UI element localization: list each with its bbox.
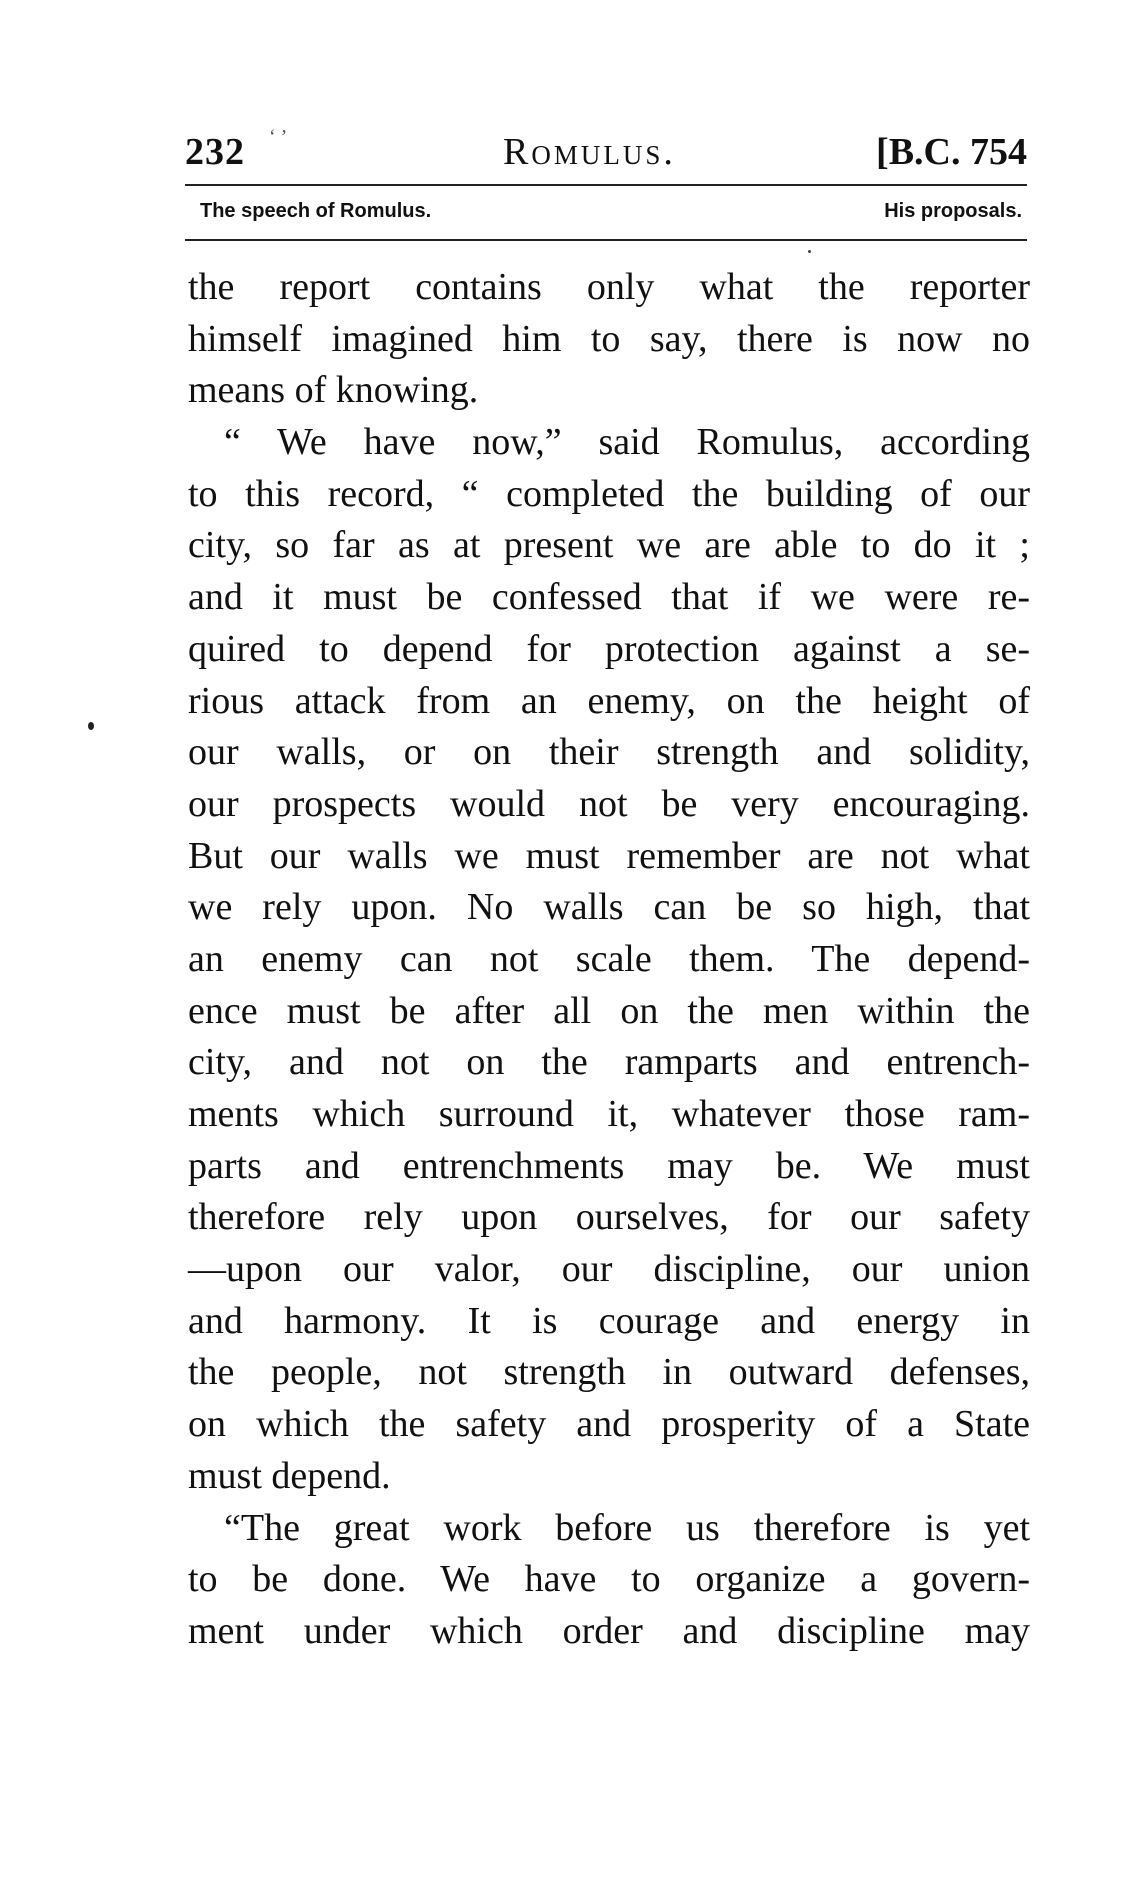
text-line: “The great work before us therefore is yet xyxy=(224,1506,1030,1549)
text-line: —upon our valor, our discipline, our union xyxy=(188,1248,1030,1291)
header-rule-bottom xyxy=(185,239,1027,241)
text-line: to be done. We have to organize a govern- xyxy=(188,1558,1030,1601)
text-line: city, so far as at present we are able to do it ; xyxy=(188,524,1030,567)
running-date: [B.C. 754 xyxy=(876,131,1027,173)
text-line: parts and entrenchments may be. We must xyxy=(188,1144,1030,1187)
text-line: ment under which order and discipline may xyxy=(188,1609,1030,1652)
text-line: and it must be confessed that if we were re- xyxy=(188,576,1030,619)
text-line: we rely upon. No walls can be so high, that xyxy=(188,886,1030,929)
text-line: the report contains only what the reporter xyxy=(188,266,1030,308)
text-line: rious attack from an enemy, on the height of xyxy=(188,679,1030,722)
margin-mark xyxy=(88,722,94,730)
running-title: Romulus. xyxy=(503,131,676,173)
side-note-right: His proposals. xyxy=(884,200,1022,222)
text-line: to this record, “ completed the building of our xyxy=(188,472,1030,515)
text-line: an enemy can not scale them. The depend- xyxy=(188,937,1030,980)
text-line: But our walls we must remember are not what xyxy=(188,834,1030,877)
text-line: quired to depend for protection against a se- xyxy=(188,627,1030,670)
text-line: our walls, or on their strength and solidity, xyxy=(188,731,1030,774)
text-line: himself imagined him to say, there is now no xyxy=(188,317,1030,360)
header-rule-top xyxy=(185,184,1027,186)
text-line: and harmony. It is courage and energy in xyxy=(188,1299,1030,1342)
print-mark: ‘ ’ xyxy=(269,126,288,148)
text-line: our prospects would not be very encouraging. xyxy=(188,782,1030,825)
side-note-left: The speech of Romulus. xyxy=(200,200,432,222)
side-notes xyxy=(200,196,1022,230)
text-line: “ We have now,” said Romulus, according xyxy=(224,421,1030,464)
text-line: city, and not on the ramparts and entrench- xyxy=(188,1041,1030,1084)
text-line: on which the safety and prosperity of a State xyxy=(188,1403,1030,1446)
text-line: therefore rely upon ourselves, for our safety xyxy=(188,1196,1030,1239)
print-speck xyxy=(808,250,811,253)
page-number: 232 xyxy=(185,131,245,173)
text-line: ments which surround it, whatever those ram- xyxy=(188,1093,1030,1135)
text-line: the people, not strength in outward defenses, xyxy=(188,1351,1030,1394)
running-head xyxy=(185,118,1027,178)
text-line: means of knowing. xyxy=(188,369,479,412)
body-text xyxy=(188,262,1030,1658)
text-line: ence must be after all on the men within the xyxy=(188,989,1030,1032)
text-line: must depend. xyxy=(188,1454,391,1497)
